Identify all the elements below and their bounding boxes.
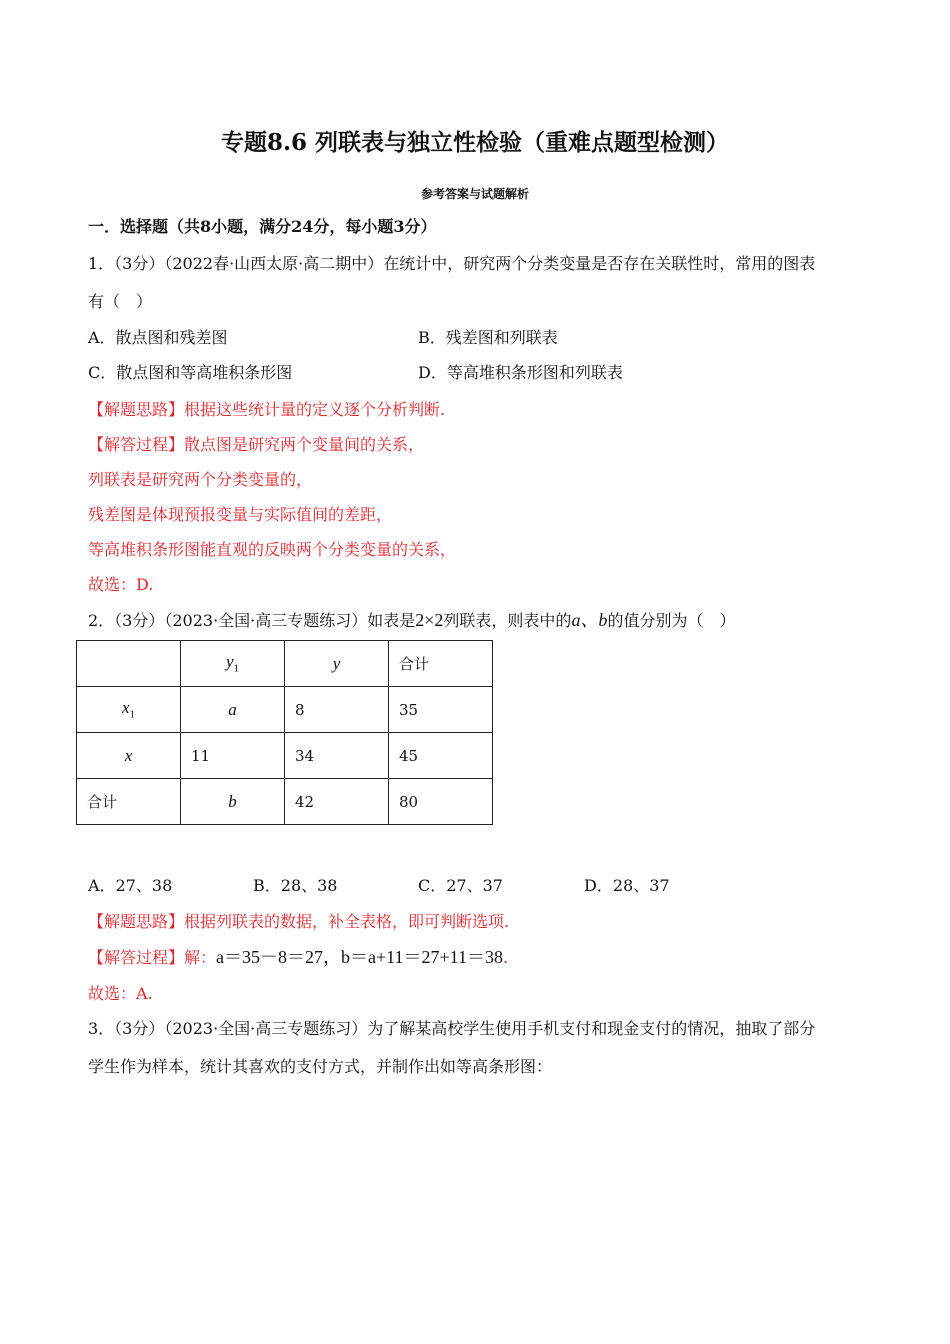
table-row [77, 733, 493, 779]
table-cell: 35 [389, 687, 493, 733]
contingency-table [76, 640, 493, 825]
table-cell-total-header: 合计 [389, 641, 493, 687]
q1-thinking [88, 397, 445, 420]
q2-process-tag: 【解答过程】 [88, 948, 185, 967]
q1-process-tag: 【解答过程】 [88, 435, 185, 454]
q2-stem-mid: 列联表，则表中的 [443, 611, 572, 630]
q2-option-a: A．27、38 [88, 876, 173, 895]
q2-process-expr: a＝35－8＝27，b＝a+11＝27+11＝38 [216, 947, 503, 967]
q2-stem-expr: 2×2 [415, 610, 444, 630]
q2-thinking-text: 根据列联表的数据，补全表格，即可判断选项. [184, 912, 510, 931]
table-cell [77, 641, 181, 687]
q1-thinking-tag: 【解题思路】 [88, 400, 185, 419]
q1-option-b: B．残差图和列联表 [418, 328, 558, 347]
q1-process-line4: 等高堆积条形图能直观的反映两个分类变量的关系， [88, 540, 457, 559]
table-cell: 34 [285, 733, 389, 779]
table-cell: 8 [285, 687, 389, 733]
table-cell: 11 [181, 733, 285, 779]
q2-answer: 故选：A. [88, 984, 153, 1003]
q2-option-d: D．28、37 [584, 876, 670, 895]
q1-process [88, 432, 424, 455]
q1-thinking-text: 根据这些统计量的定义逐个分析判断. [184, 400, 446, 419]
q1-stem-line2: 有（ ） [88, 292, 153, 311]
table-cell-b: b [181, 779, 285, 825]
q1-stem-line1: 1．（3分）（2022春·山西太原·高二期中）在统计中，研究两个分类变量是否存在关联性时，常用的图表 [88, 254, 816, 273]
q2-option-b: B．28、38 [253, 876, 338, 895]
q1-process-line3: 残差图是体现预报变量与实际值间的差距， [88, 505, 393, 524]
q2-option-c: C．27、37 [418, 876, 503, 895]
table-cell-y1: $y_1$ [181, 641, 285, 687]
q2-process [88, 943, 508, 969]
q3-stem-line2: 学生作为样本，统计其喜欢的支付方式，并制作出如等高条形图： [88, 1057, 553, 1076]
q2-thinking [88, 909, 509, 932]
table-row [77, 641, 493, 687]
table-cell-y: y [285, 641, 389, 687]
q2-stem-prefix: 2．（3分）（2023·全国·高三专题练习）如表是 [88, 611, 416, 630]
q1-option-d: D．等高堆积条形图和列联表 [418, 363, 623, 382]
q1-process-line1: 散点图是研究两个变量间的关系， [184, 435, 425, 454]
table-cell-x1: $x_1$ [77, 687, 181, 733]
q2-stem [88, 606, 735, 632]
q2-stem-vars: a、b [571, 610, 608, 630]
table-cell-x: x [77, 733, 181, 779]
table-cell-total-row: 合计 [77, 779, 181, 825]
table-cell: 80 [389, 779, 493, 825]
table-cell-a: a [181, 687, 285, 733]
q1-option-a: A．散点图和残差图 [88, 328, 228, 347]
table-row [77, 779, 493, 825]
page-title: 专题8.6 列联表与独立性检验（重难点题型检测） [220, 129, 730, 156]
page-subtitle: 参考答案与试题解析 [420, 187, 529, 201]
q2-stem-suffix: 的值分别为（ ） [607, 611, 736, 630]
q2-thinking-tag: 【解题思路】 [88, 912, 185, 931]
section-heading: 一．选择题（共8小题，满分24分，每小题3分） [88, 217, 437, 236]
table-cell: 45 [389, 733, 493, 779]
q1-process-line2: 列联表是研究两个分类变量的， [88, 470, 313, 489]
q1-option-c: C．散点图和等高堆积条形图 [88, 363, 293, 382]
q1-answer: 故选：D. [88, 575, 154, 594]
q2-process-end: . [502, 948, 509, 967]
table-cell: 42 [285, 779, 389, 825]
q2-process-prefix: 解： [184, 948, 217, 967]
table-row [77, 687, 493, 733]
q3-stem-line1: 3．（3分）（2023·全国·高三专题练习）为了解某高校学生使用手机支付和现金支付的情况，抽取了部分 [88, 1019, 816, 1038]
